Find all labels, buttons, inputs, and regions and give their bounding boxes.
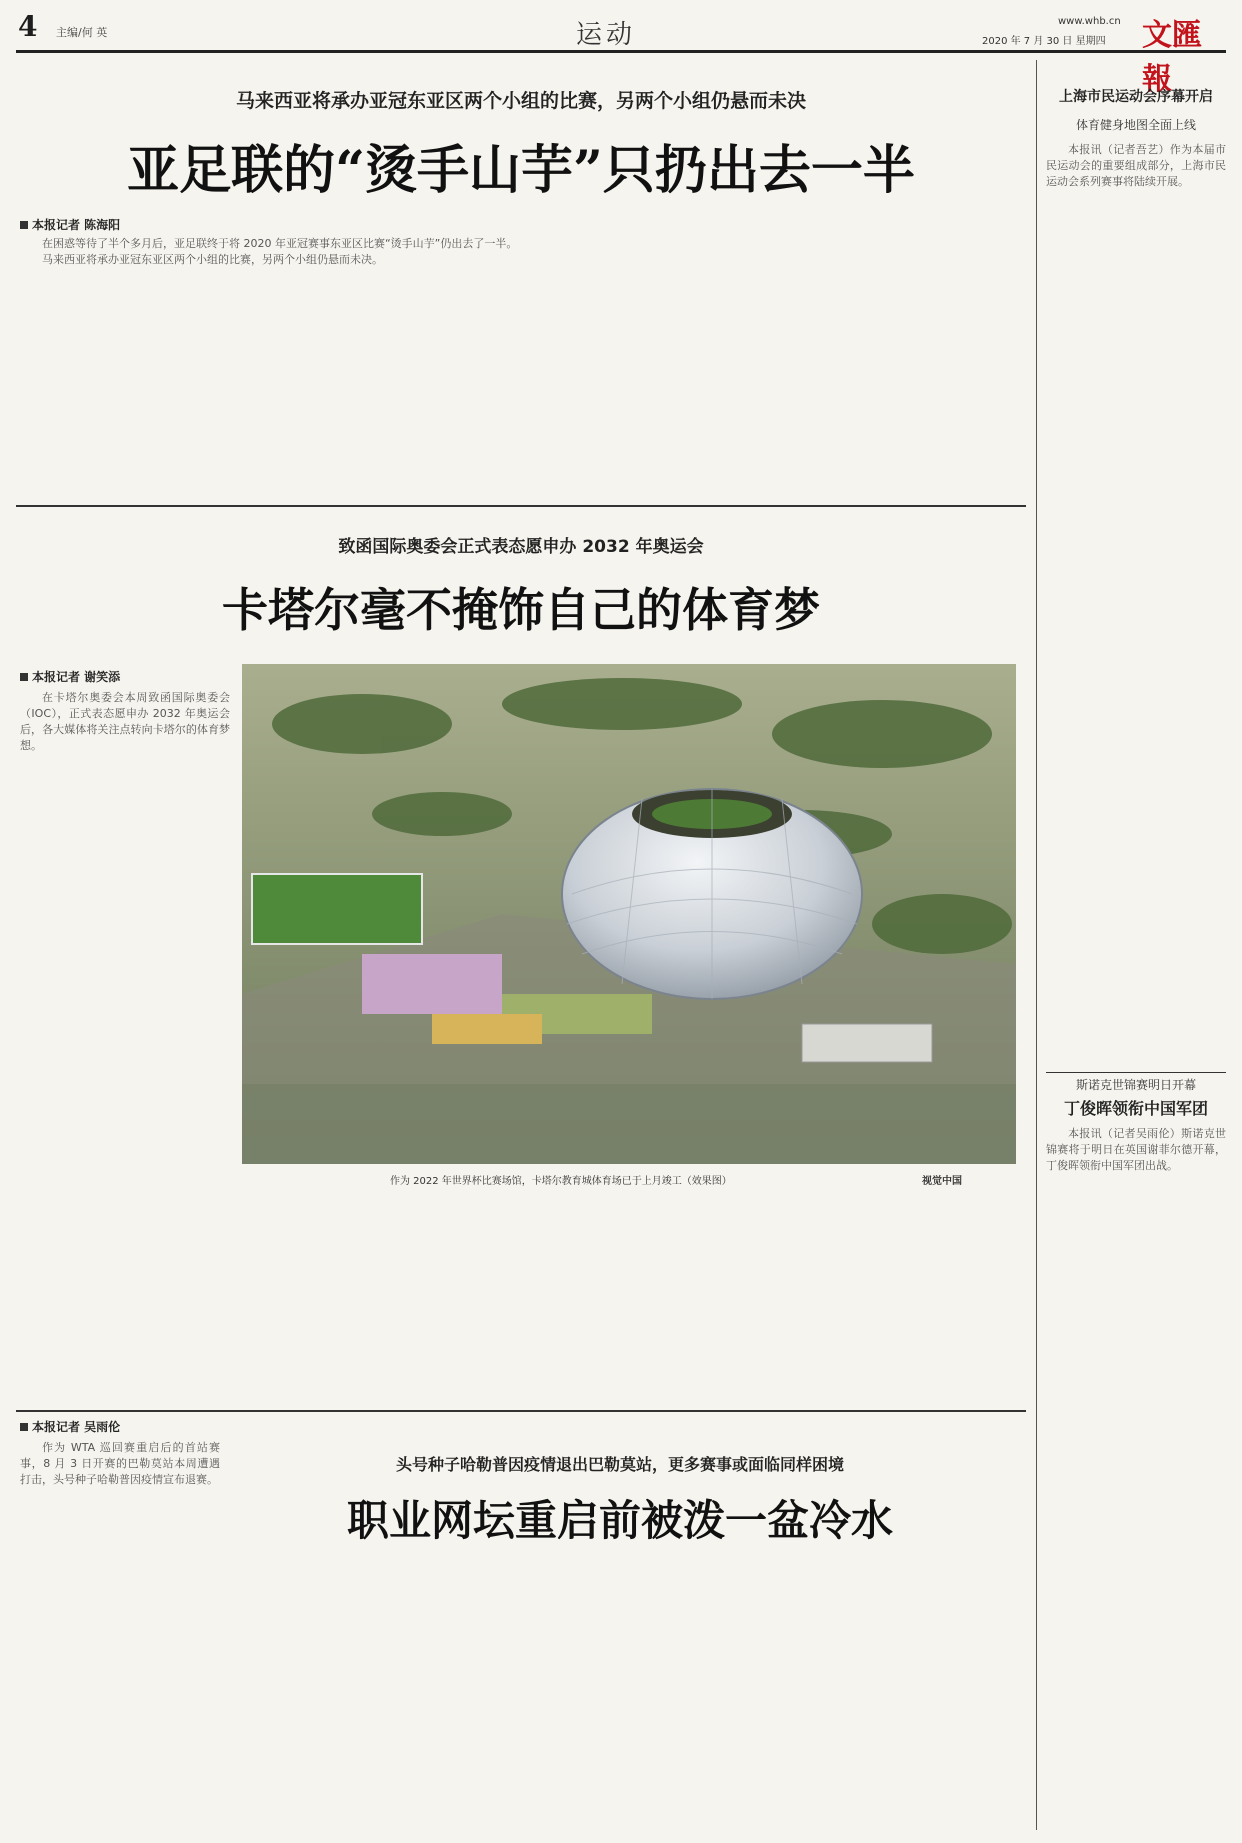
service-building (802, 1024, 932, 1062)
qatar-body-left (20, 690, 230, 1390)
rail-rule (1046, 1072, 1226, 1073)
stadium-illustration (242, 664, 1016, 1164)
qatar-paragraph: 在卡塔尔奥委会本周致函国际奥委会（IOC），正式表态愿申办 2032 年奥运会后，各大媒体将关注点转向卡塔尔的体育梦想。 (20, 691, 230, 752)
rail-bottom-paragraph: 本报讯（记者吴雨伦）斯诺克世锦赛将于明日在英国谢菲尔德开幕，丁俊晖领衔中国军团出战。 (1046, 1127, 1226, 1172)
photo-caption: 作为 2022 年世界杯比赛场馆，卡塔尔教育城体育场已于上月竣工（效果图） (390, 1176, 732, 1187)
rail-top-paragraph: 本报讯（记者吾艺）作为本届市民运动会的重要组成部分，上海市民运动会系列赛事将陆续开展。 (1046, 143, 1226, 188)
afc-paragraph: 在困惑等待了半个多月后，亚足联终于将 2020 年亚冠赛事东亚区比赛“烫手山芋”仍出去了一半。 (42, 237, 518, 250)
tennis-byline: 本报记者 吴雨伦 (20, 1418, 120, 1435)
rail-bottom-kicker: 斯诺克世锦赛明日开幕 (1075, 1078, 1196, 1092)
tennis-headline: 职业网坛重启前被泼一盆冷水 (346, 1496, 893, 1545)
rail-top-sub: 体育健身地图全面上线 (1075, 118, 1196, 132)
rail-top-body (1046, 142, 1226, 1062)
rail-bottom-body (1046, 1126, 1226, 1826)
tennis-body (20, 1440, 220, 1830)
stadium-photo (242, 664, 1016, 1164)
tennis-kicker: 头号种子哈勒普因疫情退出巴勒莫站，更多赛事或面临同样困境 (395, 1455, 844, 1474)
rail-top-title: 上海市民运动会序幕开启 (1059, 89, 1213, 105)
rail-bottom-title: 丁俊晖领衔中国军团 (1063, 1099, 1208, 1118)
newspaper-logo: 文匯報 (1142, 18, 1202, 97)
issue-date: 2020 年 7 月 30 日 星期四 (982, 36, 1106, 47)
afc-byline: 本报记者 陈海阳 (20, 216, 120, 233)
foreground-fields (242, 1084, 1016, 1164)
afc-headline: 亚足联的“烫手山芋”只扔出去一半 (127, 140, 915, 201)
photo-credit: 视觉中国 (922, 1176, 962, 1187)
section-rule-2 (16, 1410, 1026, 1412)
afc-body (20, 236, 1024, 498)
qatar-byline: 本报记者 谢笑添 (20, 668, 120, 685)
section-rule-1 (16, 505, 1026, 507)
page-editor: 主编/何 英 (56, 26, 108, 39)
qatar-kicker: 致函国际奥委会正式表态愿申办 2032 年奥运会 (338, 537, 704, 557)
training-pitch (252, 874, 422, 944)
page-number: 4 (18, 10, 38, 43)
afc-paragraph: 马来西亚将承办亚冠东亚区两个小组的比赛，另两个小组仍悬而未决。 (42, 253, 383, 266)
afc-kicker: 马来西亚将承办亚冠东亚区两个小组的比赛，另两个小组仍悬而未决 (235, 90, 806, 112)
rail-divider (1036, 60, 1037, 1830)
qatar-headline: 卡塔尔毫不掩饰自己的体育梦 (222, 583, 820, 637)
site-url[interactable]: www.whb.cn (1058, 16, 1121, 27)
section-title: 运动 (576, 20, 637, 50)
tennis-paragraph: 作为 WTA 巡回赛重启后的首站赛事，8 月 3 日开赛的巴勒莫站本周遭遇打击，头号种子哈勒普因疫情宣布退赛。 (20, 1441, 220, 1486)
